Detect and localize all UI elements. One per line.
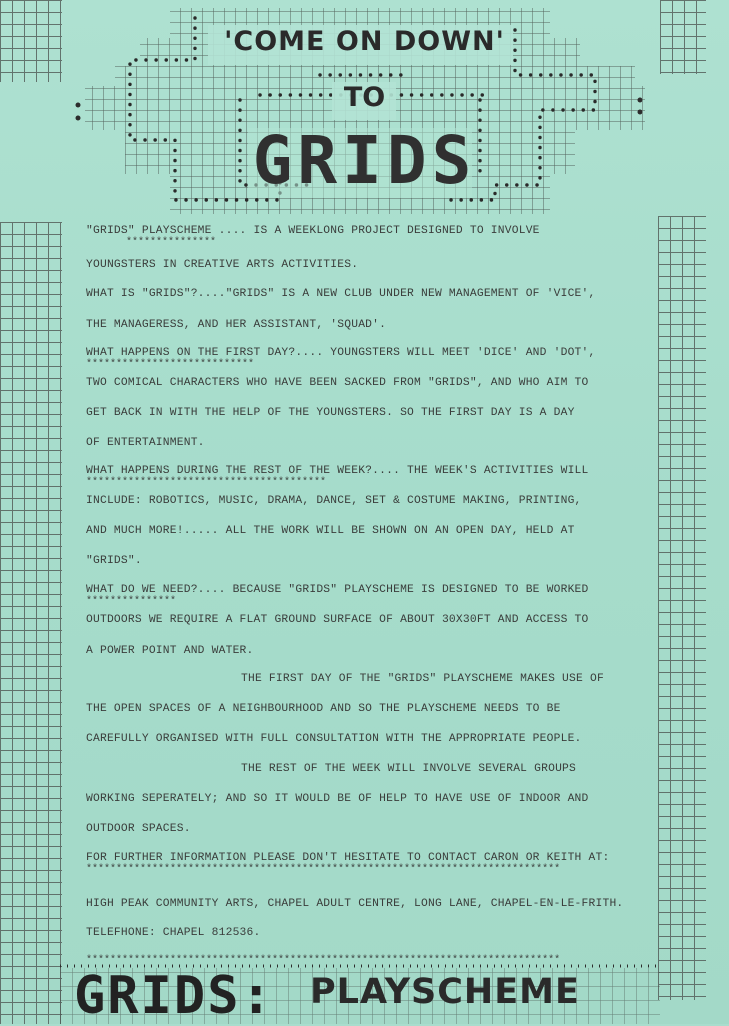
footer-banner	[60, 955, 660, 1026]
underline-stars: ***************	[86, 596, 177, 607]
body-line: WHAT HAPPENS DURING THE REST OF THE WEEK?.... THE WEEK'S ACTIVITIES WILL	[86, 465, 589, 477]
footer-playscheme-title: PLAYSCHEME	[310, 972, 580, 1012]
body-line: OUTDOORS WE REQUIRE A FLAT GROUND SURFACE OF ABOUT 30X30FT AND ACCESS TO	[86, 614, 589, 626]
headline-come-on-down: 'COME ON DOWN'	[224, 26, 505, 57]
body-line: THE OPEN SPACES OF A NEIGHBOURHOOD AND SO THE PLAYSCHEME NEEDS TO BE	[86, 703, 561, 715]
address-line: HIGH PEAK COMMUNITY ARTS, CHAPEL ADULT CENTRE, LONG LANE, CHAPEL-EN-LE-FRITH.	[86, 898, 624, 910]
body-line: THE FIRST DAY OF THE "GRIDS" PLAYSCHEME MAKES USE OF	[241, 673, 604, 685]
body-line: INCLUDE: ROBOTICS, MUSIC, DRAMA, DANCE, SET & COSTUME MAKING, PRINTING,	[86, 495, 582, 507]
underline-stars: ***************	[126, 237, 217, 248]
underline-stars: *******************************************************************************	[86, 864, 561, 875]
body-line: TWO COMICAL CHARACTERS WHO HAVE BEEN SACKED FROM "GRIDS", AND WHO AIM TO	[86, 377, 589, 389]
body-line: WHAT DO WE NEED?.... BECAUSE "GRIDS" PLAYSCHEME IS DESIGNED TO BE WORKED	[86, 584, 589, 596]
underline-stars: *******************************************************************************	[86, 955, 561, 966]
underline-stars: ****************************	[86, 359, 255, 370]
underline-stars: ****************************************	[86, 477, 327, 488]
body-line: THE REST OF THE WEEK WILL INVOLVE SEVERAL GROUPS	[241, 763, 577, 775]
body-line: OF ENTERTAINMENT.	[86, 437, 205, 449]
body-line: WORKING SEPERATELY; AND SO IT WOULD BE OF HELP TO HAVE USE OF INDOOR AND	[86, 793, 589, 805]
grid-right-column	[658, 216, 706, 1000]
body-line: OUTDOOR SPACES.	[86, 823, 191, 835]
body-line: FOR FURTHER INFORMATION PLEASE DON'T HESITATE TO CONTACT CARON OR KEITH AT:	[86, 852, 610, 864]
body-line: "GRIDS" PLAYSCHEME .... IS A WEEKLONG PROJECT DESIGNED TO INVOLVE	[86, 225, 540, 237]
body-line: WHAT IS "GRIDS"?...."GRIDS" IS A NEW CLUB UNDER NEW MANAGEMENT OF 'VICE',	[86, 288, 596, 300]
body-line: GET BACK IN WITH THE HELP OF THE YOUNGSTERS. SO THE FIRST DAY IS A DAY	[86, 407, 575, 419]
body-line: THE MANAGERESS, AND HER ASSISTANT, 'SQUAD'.	[86, 319, 387, 331]
body-line: "GRIDS".	[86, 555, 142, 567]
body-line: AND MUCH MORE!..... ALL THE WORK WILL BE SHOWN ON AN OPEN DAY, HELD AT	[86, 525, 575, 537]
grid-left-column	[0, 222, 62, 1024]
headline-to: TO	[343, 82, 386, 113]
telephone-line: TELEFHONE: CHAPEL 812536.	[86, 927, 261, 939]
body-line: WHAT HAPPENS ON THE FIRST DAY?.... YOUNGSTERS WILL MEET 'DICE' AND 'DOT',	[86, 347, 596, 359]
body-line: A POWER POINT AND WATER.	[86, 645, 254, 657]
body-line: YOUNGSTERS IN CREATIVE ARTS ACTIVITIES.	[86, 259, 359, 271]
body-line: CAREFULLY ORGANISED WITH FULL CONSULTATION WITH THE APPROPRIATE PEOPLE.	[86, 733, 582, 745]
footer-grids-title: GRIDS:	[74, 966, 274, 1026]
headline-grids: GRIDS	[252, 122, 477, 199]
